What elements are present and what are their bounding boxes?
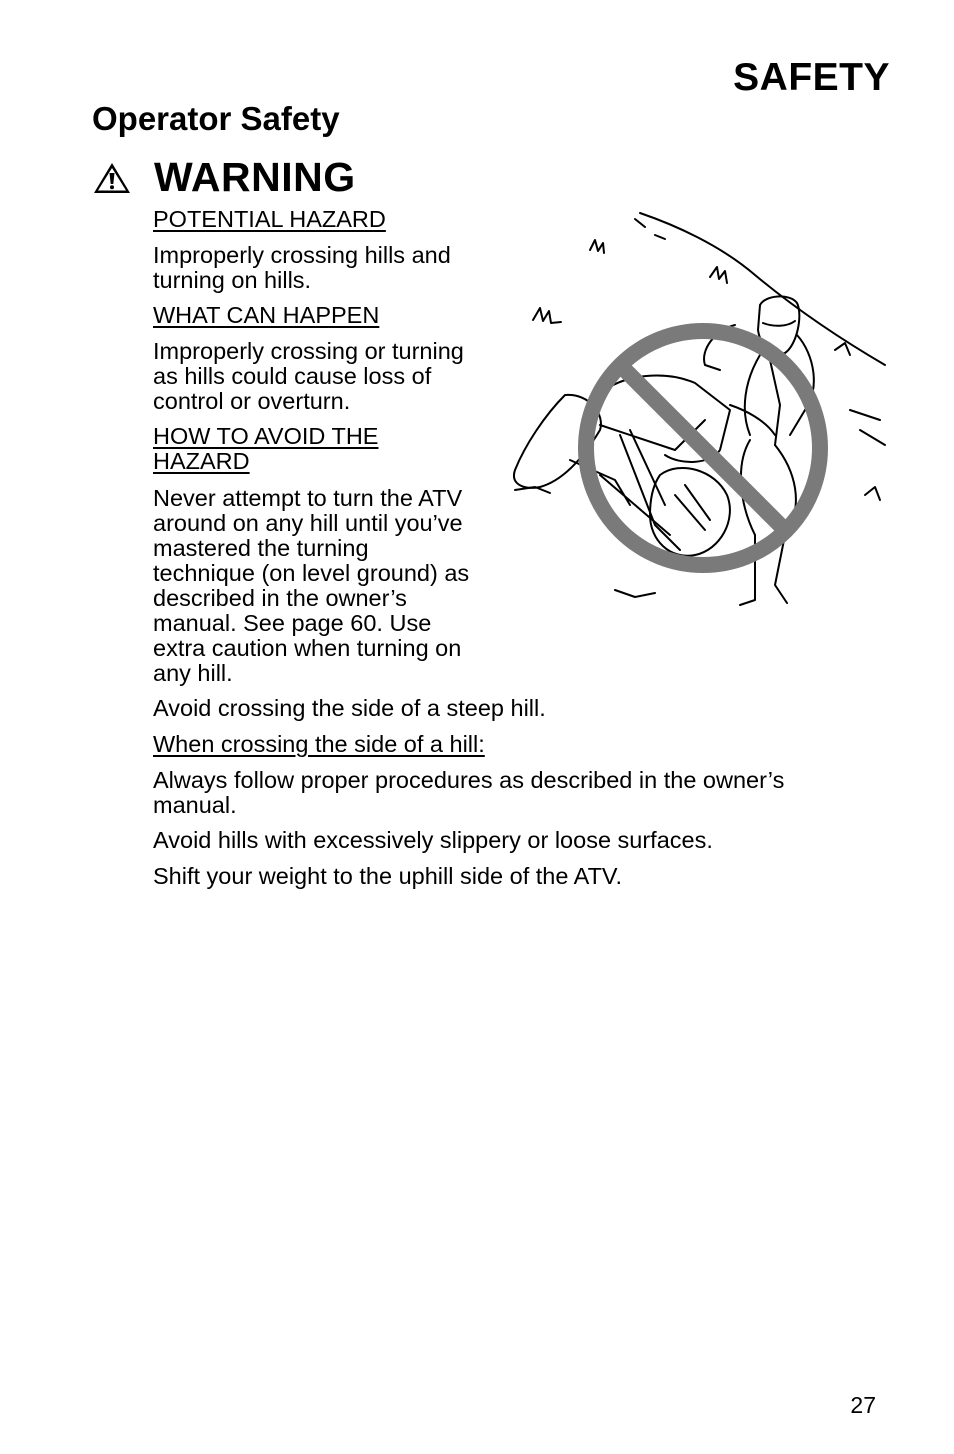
potential-hazard-heading: POTENTIAL HAZARD xyxy=(153,206,386,232)
how-to-avoid-heading: HOW TO AVOID THE HAZARD xyxy=(153,423,379,474)
crossing-item-weight: Shift your weight to the uphill side of the ATV. xyxy=(153,863,622,889)
warning-heading xyxy=(92,154,356,201)
crossing-item-procedures: Always follow proper procedures as described in the owner’s manual. xyxy=(153,767,785,818)
how-to-avoid-text: Never attempt to turn the ATV around on any hill until you’ve mastered the turning technique (on level ground) as described in the owner’s manual. See page 60. Use extra caution when turning on any hill. xyxy=(153,485,470,686)
warning-label: WARNING xyxy=(154,154,356,200)
crossing-item-surfaces: Avoid hills with excessively slippery or loose surfaces. xyxy=(153,827,713,853)
avoid-crossing-text: Avoid crossing the side of a steep hill. xyxy=(153,695,546,721)
subsection-title: Operator Safety xyxy=(92,100,340,137)
warning-triangle-icon xyxy=(92,161,132,195)
section-title: SAFETY xyxy=(733,56,890,99)
what-can-happen-text: Improperly crossing or turning as hills could cause loss of control or overturn. xyxy=(153,338,464,414)
page-number: 27 xyxy=(850,1392,876,1418)
atv-overturn-prohibited-illustration xyxy=(505,205,890,625)
potential-hazard-text: Improperly crossing hills and turning on hills. xyxy=(153,242,451,293)
crossing-heading: When crossing the side of a hill: xyxy=(153,731,485,757)
what-can-happen-heading: WHAT CAN HAPPEN xyxy=(153,302,380,328)
